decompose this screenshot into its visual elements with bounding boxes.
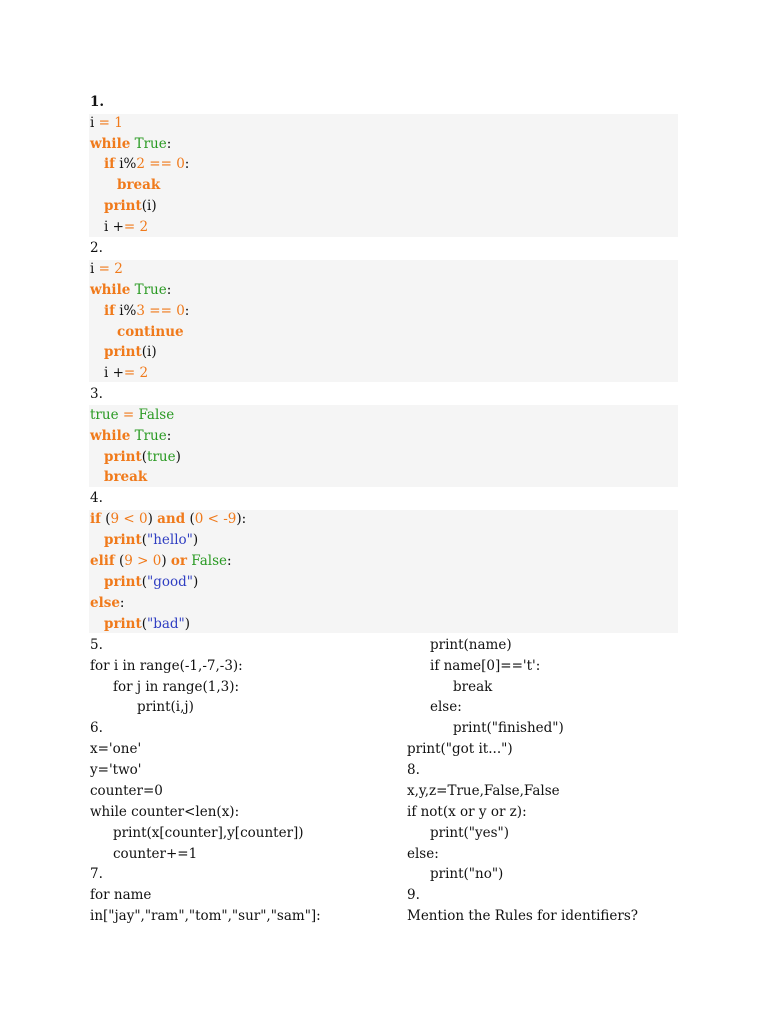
- code-line: [90, 134, 171, 155]
- code-line: print("yes"): [430, 825, 510, 841]
- keyword: while: [90, 136, 131, 152]
- code-token: 2: [139, 219, 149, 235]
- code-line: break: [453, 679, 493, 695]
- keyword: break: [104, 469, 148, 485]
- code-line: [104, 614, 190, 635]
- code-line: print(i,j): [137, 699, 194, 715]
- code-token: (i): [141, 344, 157, 360]
- string-literal: "good": [147, 574, 193, 590]
- question-number-9: 9.: [407, 887, 420, 903]
- code-token: :: [166, 136, 172, 152]
- keyword: print: [104, 449, 142, 465]
- code-line: [90, 280, 171, 301]
- code-token: 2: [114, 261, 123, 277]
- code-token: -9: [223, 511, 237, 527]
- code-token: :: [227, 553, 232, 569]
- code-line: [90, 259, 123, 280]
- code-token: ==: [149, 303, 172, 319]
- code-line: for i in range(-1,-7,-3):: [90, 658, 243, 674]
- code-token: i%: [119, 303, 137, 319]
- code-token: False: [138, 407, 175, 423]
- code-line: [90, 405, 174, 426]
- code-token: 0: [194, 511, 204, 527]
- code-line: for name: [90, 887, 152, 903]
- code-line: else:: [407, 846, 439, 862]
- code-token: =: [98, 261, 110, 277]
- code-line: [104, 217, 148, 238]
- code-line: [104, 530, 198, 551]
- code-token: ): [184, 616, 191, 632]
- code-token: 9: [110, 511, 120, 527]
- keyword: if: [90, 511, 101, 527]
- code-token: i +: [104, 365, 124, 381]
- code-line: print(x[counter],y[counter]): [113, 825, 304, 841]
- code-token: :: [184, 156, 190, 172]
- keyword: break: [117, 177, 161, 193]
- code-token: :: [184, 303, 190, 319]
- question-number-8: 8.: [407, 762, 420, 778]
- code-token: (i): [141, 198, 157, 214]
- question-number-6: 6.: [90, 720, 103, 736]
- code-line: [90, 593, 124, 614]
- keyword: if: [104, 156, 115, 172]
- code-line: [90, 509, 246, 530]
- keyword: else: [90, 595, 120, 611]
- code-token: i +: [104, 219, 124, 235]
- code-line: [117, 175, 160, 196]
- keyword: while: [90, 428, 131, 444]
- question-number-5: 5.: [90, 637, 103, 653]
- code-line: x='one': [90, 741, 142, 757]
- keyword: and: [157, 511, 186, 527]
- code-line: in["jay","ram","tom","sur","sam"]:: [90, 908, 321, 924]
- code-token: ==: [149, 156, 172, 172]
- code-line: [104, 342, 157, 363]
- code-token: i%: [119, 156, 137, 172]
- code-token: True: [134, 428, 167, 444]
- code-token: 0: [139, 511, 148, 527]
- code-line: x,y,z=True,False,False: [407, 783, 560, 799]
- question-number-3: 3.: [90, 386, 103, 402]
- keyword: print: [104, 616, 142, 632]
- code-token: <: [207, 511, 219, 527]
- code-line: else:: [430, 699, 462, 715]
- code-token: (: [114, 553, 125, 569]
- code-line: counter+=1: [113, 846, 198, 862]
- keyword: continue: [117, 324, 184, 340]
- code-token: =: [123, 365, 136, 381]
- code-token: true: [90, 407, 119, 423]
- code-line: [90, 113, 123, 134]
- code-block-3: [89, 405, 678, 487]
- code-line: print("finished"): [453, 720, 564, 736]
- code-token: :: [166, 428, 172, 444]
- code-line: if name[0]=='t':: [430, 658, 541, 674]
- code-token: ): [161, 553, 171, 569]
- code-token: :: [119, 595, 125, 611]
- code-token: ): [192, 574, 199, 590]
- question-number-2: 2.: [90, 240, 103, 256]
- code-token: False: [191, 553, 228, 569]
- code-line: [104, 467, 147, 488]
- code-token: 9: [124, 553, 133, 569]
- code-token: True: [134, 136, 167, 152]
- code-token: 2: [136, 156, 145, 172]
- keyword: if: [104, 303, 115, 319]
- code-token: =: [123, 219, 136, 235]
- code-line: for j in range(1,3):: [113, 679, 240, 695]
- keyword: print: [104, 344, 142, 360]
- code-line: [104, 196, 157, 217]
- code-token: ): [175, 449, 181, 465]
- code-token: (: [141, 616, 148, 632]
- code-token: ):: [236, 511, 247, 527]
- keyword: while: [90, 282, 131, 298]
- code-line: while counter<len(x):: [90, 804, 240, 820]
- code-line: print(name): [430, 637, 512, 653]
- code-token: 0: [176, 303, 185, 319]
- keyword: print: [104, 198, 142, 214]
- code-line: [104, 447, 181, 468]
- code-line: [90, 426, 171, 447]
- code-token: ): [147, 511, 158, 527]
- code-line: if not(x or y or z):: [407, 804, 527, 820]
- keyword: print: [104, 532, 142, 548]
- code-line: [104, 154, 189, 175]
- question-number-1: 1.: [90, 94, 105, 110]
- code-token: 3: [136, 303, 145, 319]
- code-token: 2: [139, 365, 149, 381]
- code-token: ): [192, 532, 199, 548]
- code-token: i: [90, 261, 95, 277]
- code-line: [104, 572, 198, 593]
- code-line: [90, 551, 232, 572]
- code-line: y='two': [90, 762, 142, 778]
- string-literal: "hello": [147, 532, 193, 548]
- string-literal: "bad": [147, 616, 185, 632]
- code-token: (: [141, 574, 148, 590]
- code-token: =: [122, 407, 135, 423]
- code-token: (: [185, 511, 195, 527]
- code-token: 0: [152, 553, 162, 569]
- code-token: 0: [176, 156, 185, 172]
- keyword: elif: [90, 553, 115, 569]
- code-token: 1: [114, 115, 123, 131]
- code-line: counter=0: [90, 783, 163, 799]
- code-token: :: [166, 282, 172, 298]
- code-token: <: [123, 511, 135, 527]
- code-token: True: [134, 282, 167, 298]
- code-token: (: [100, 511, 111, 527]
- code-line: print("got it..."): [407, 741, 513, 757]
- code-line: [104, 301, 189, 322]
- question-text: Mention the Rules for identifiers?: [407, 908, 639, 924]
- code-token: i: [90, 115, 95, 131]
- code-token: >: [137, 553, 149, 569]
- code-token: =: [98, 115, 110, 131]
- code-token: true: [147, 449, 176, 465]
- keyword: or: [170, 553, 187, 569]
- code-token: (: [141, 449, 148, 465]
- code-line: print("no"): [430, 866, 504, 882]
- code-line: [117, 322, 184, 343]
- keyword: print: [104, 574, 142, 590]
- code-token: (: [141, 532, 148, 548]
- code-block-1: [89, 114, 678, 237]
- question-number-7: 7.: [90, 866, 103, 882]
- question-number-4: 4.: [90, 490, 103, 506]
- code-line: [104, 363, 148, 384]
